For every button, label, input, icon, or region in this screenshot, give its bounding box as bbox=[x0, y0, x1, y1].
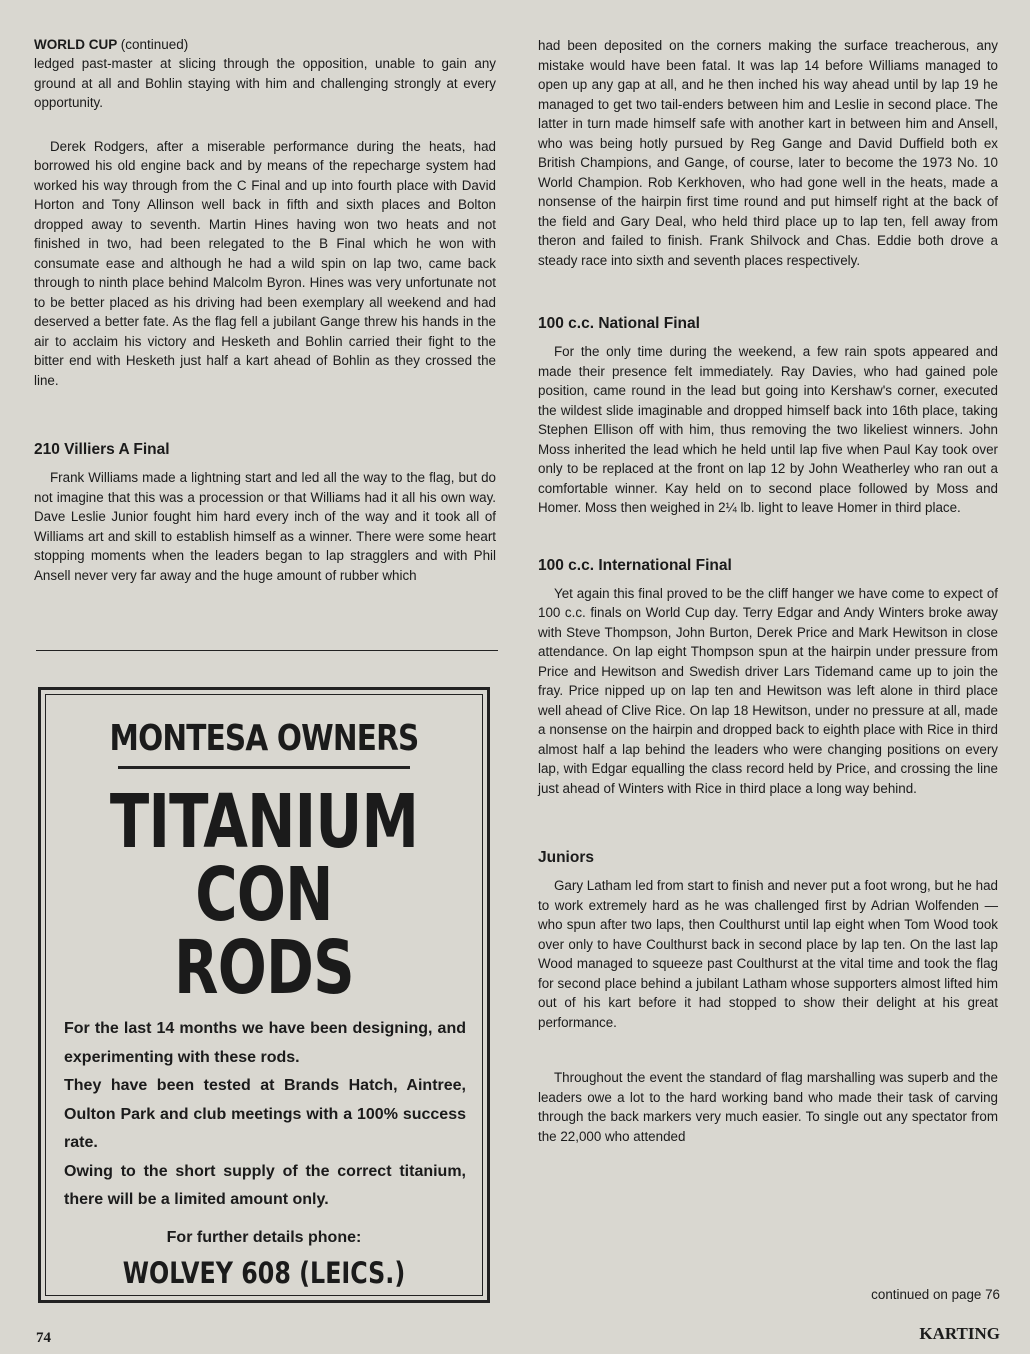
advertisement bbox=[38, 687, 490, 1303]
ad-body-paragraph: For the last 14 months we have been designing, and experimenting with these rods. bbox=[64, 1020, 466, 1066]
magazine-name: KARTING bbox=[919, 1324, 1000, 1343]
page-number: 74 bbox=[36, 1330, 51, 1346]
paragraph: Derek Rodgers, after a miserable performance during the heats, had borrowed his old engine back and by means of the repecharge system had worked his way through from the C Final and up into fourth place with David Horton and Tony Allinson well back in fifth and sixth places and Bolton dropped away to seventh. Martin Hines having won two heats and not finished in two, had been relegated to the B Final which he won with consumate ease and although he had a wild spin on lap two, came back through to ninth place behind Malcolm Byron. Hines was very unfortunate not to be better placed as his driving had been exemplary all weekend and had deserved a better fate. As the flag fell a jubilant Gange threw his hands in the air to acclaim his victory and Hesketh and Bohlin carried their fight to the bitter end with Hesketh just half a kart ahead of Bohlin as they crossed the line. bbox=[34, 138, 496, 388]
ad-body-paragraph: They have been tested at Brands Hatch, Aintree, Oulton Park and club meetings with a 100% success rate. bbox=[64, 1077, 466, 1151]
ad-underline bbox=[118, 766, 410, 769]
right-column bbox=[538, 36, 998, 1146]
paragraph: Frank Williams made a lightning start and led all the way to the flag, but do not imagine that this was a procession or that Williams had it all his own way. Dave Leslie Junior fought him hard every inch of the way and it took all of Williams art and skill to establish himself as a winner. There were some heart stopping moments when the leaders began to lap stragglers and with Phil Ansell never very far away and the huge amount of rubber which bbox=[34, 470, 496, 583]
ad-details-label: For further details phone: bbox=[166, 1229, 362, 1246]
left-column bbox=[34, 36, 496, 585]
continued-note: continued on page 76 bbox=[871, 1287, 1000, 1302]
ad-headline: MONTESA OWNERS bbox=[109, 718, 419, 759]
paragraph: Gary Latham led from start to finish and never put a foot wrong, but he had to work extremely hard as he was challenged first by Adrian Wolfenden — who spun after two laps, then Coulthurst until lap eight when Tom Wood took over only to have Coulthurst back in second place by lap ten. On the last lap Wood managed to squeeze past Coulthurst at the vital time and took the flag for second place behind a jubilant Latham whose supporters almost lifted him out of his kart before it had stopped to show their delight at his great performance. bbox=[538, 878, 998, 1030]
ad-big-line: TITANIUM bbox=[109, 779, 419, 865]
ad-body-paragraph: Owing to the short supply of the correct titanium, there will be a limited amount only. bbox=[64, 1162, 466, 1208]
paragraph: ledged past-master at slicing through the opposition, unable to gain any ground at all and Bohlin staying with him and challenging strongly at every opportunity. bbox=[34, 56, 496, 110]
heading-villiers-final: 210 Villiers A Final bbox=[34, 441, 170, 458]
ad-phone-number: WOLVEY 608 (LEICS.) bbox=[122, 1256, 406, 1290]
paragraph: For the only time during the weekend, a few rain spots appeared and made their presence felt immediately. Ray Davies, who had gained pole position, came round in the lead but going into Kershaw's corner, executed the wildest slide imaginable and dropped himself back into 16th place, taking Stephen Ellison off with him, thus removing the two likeliest winners. John Moss inherited the lead which he held until lap five when Paul Kay took over only to be replaced at the front on lap 12 by John Weatherley who ran out a comfortable winner. Kay held on to second place followed by Moss and Homer. Moss then weighed in 2¼ lb. light to leave Homer in third place. bbox=[538, 344, 998, 515]
heading-juniors: Juniors bbox=[538, 849, 594, 866]
paragraph: had been deposited on the corners making the surface treacherous, any mistake would have been fatal. It was lap 14 before Williams managed to open up any gap at all, and he then inched his way ahead until by lap 19 he managed to get two tail-enders between him and Leslie in second place. The latter in turn made himself safe with another kart in between him and Ansell, who was being hotly pursued by Reg Gange and David Duffield both ex British Champions, and Gange, of course, later to become the 1973 No. 10 World Champion. Rob Kerkhoven, who had gone well in the heats, made a nonsense of the hairpin first time round and put himself right at the back of the field and Gary Deal, who held third place up to lap ten, fell away from theron and failed to finish. Frank Shilvock and Chas. Eddie both drove a steady race into sixth and seventh places respectively. bbox=[538, 38, 998, 268]
divider bbox=[36, 650, 498, 651]
ad-big-line: CON bbox=[195, 852, 333, 938]
ad-big-line: RODS bbox=[174, 925, 354, 1011]
section-kicker: WORLD CUP (continued) bbox=[34, 37, 189, 52]
heading-national-final: 100 c.c. National Final bbox=[538, 315, 700, 332]
paragraph: Throughout the event the standard of flag marshalling was superb and the leaders owe a lot to the hard working band who made their task of carving through the back markers very much easier. To single out any spectator from the 22,000 who attended bbox=[538, 1070, 998, 1144]
advertisement-inner-border bbox=[45, 694, 483, 1296]
ad-body bbox=[64, 1015, 466, 1215]
paragraph: Yet again this final proved to be the cliff hanger we have come to expect of 100 c.c. finals on World Cup day. Terry Edgar and Andy Winters broke away with Steve Thompson, John Burton, Derek Price and Mark Hewitson in close attendance. On lap eight Thompson spun at the hairpin under pressure from Price and Hewitson and Swedish driver Lars Tidemand came up to join the fray. Price nipped up on lap ten and Hewitson was left alone in third place well ahead of Clive Rice. On lap 18 Hewitson, under no pressure at all, made a nonsense on the hairpin and dropped back to eighth place with Rice in third almost half a lap behind the leaders who were changing positions on every lap, with Edgar equalling the class record held by Price, and crossing the line just ahead of Winters with Rice in third place a long way behind. bbox=[538, 585, 998, 796]
heading-international-final: 100 c.c. International Final bbox=[538, 556, 732, 574]
